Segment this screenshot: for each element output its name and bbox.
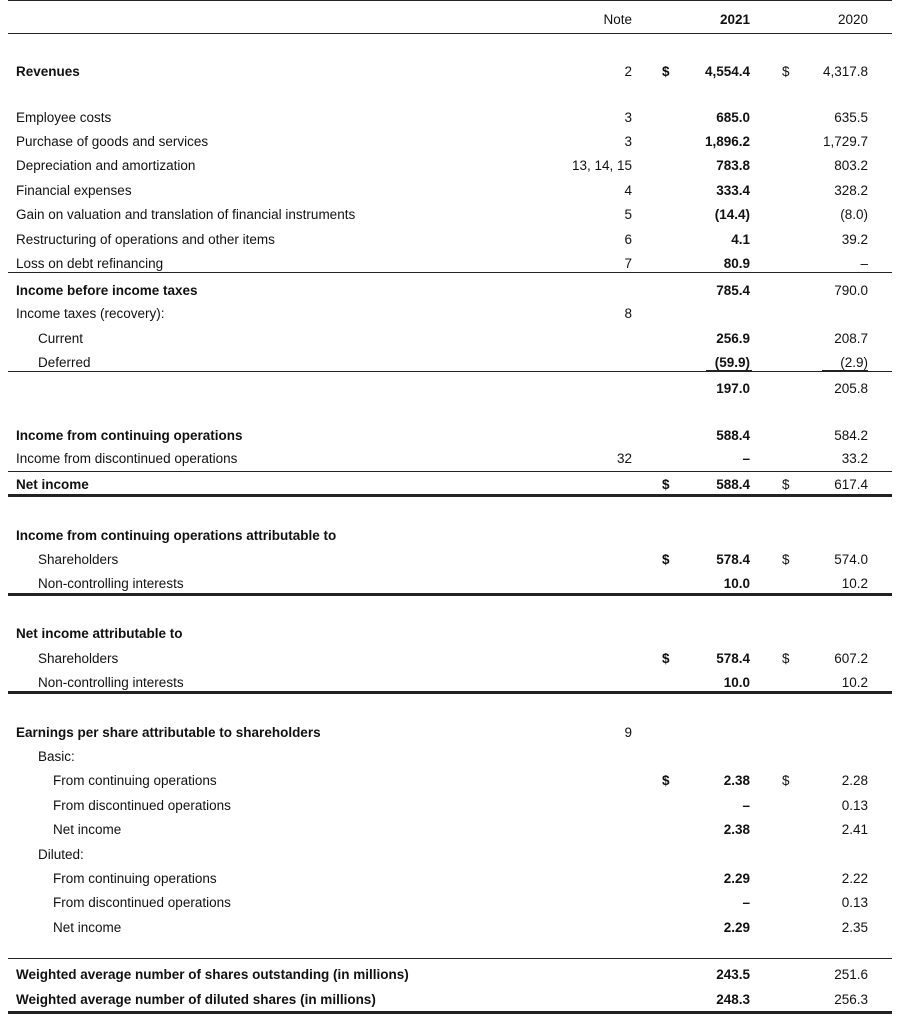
expense-label: Gain on valuation and translation of financial instruments [16, 207, 356, 222]
eps-diluted-disc-2021: – [742, 895, 750, 910]
eps-basic-cont-2020: 2.28 [841, 773, 868, 788]
net-attr-nci-label: Non-controlling interests [38, 675, 184, 690]
eps-basic-cont-dollar-2020: $ [782, 773, 790, 788]
expense-label: Purchase of goods and services [16, 134, 209, 149]
expense-2021: 333.4 [716, 183, 750, 198]
net-attr-shareholders-2021: 578.4 [716, 651, 750, 666]
discontinued-ops-2020: 33.2 [841, 451, 868, 466]
expense-2021: 1,896.2 [704, 134, 750, 149]
cont-attr-shareholders-label: Shareholders [38, 552, 119, 567]
cont-attr-nci-2021: 10.0 [723, 576, 750, 591]
header-rule [8, 33, 892, 34]
weighted-shares-label: Weighted average number of shares outstanding (in millions) [16, 967, 409, 982]
eps-diluted-disc-label: From discontinued operations [53, 895, 231, 910]
net-attr-shareholders-dollar-2020: $ [782, 651, 790, 666]
weighted-shares-2021: 243.5 [716, 967, 750, 982]
eps-basic-disc-label: From discontinued operations [53, 798, 231, 813]
income-before-taxes-2021: 785.4 [716, 283, 750, 298]
eps-note: 9 [624, 725, 632, 740]
note-column-header: Note [603, 12, 632, 27]
cont-attr-nci-label: Non-controlling interests [38, 576, 184, 591]
expense-label: Employee costs [16, 110, 112, 125]
weighted-diluted-shares-2020: 256.3 [834, 992, 868, 1007]
deferred-tax-label: Deferred [38, 355, 91, 370]
eps-basic-net-label: Net income [53, 822, 122, 837]
net-attr-shareholders-label: Shareholders [38, 651, 119, 666]
income-before-taxes-2020: 790.0 [834, 283, 868, 298]
eps-diluted-cont-label: From continuing operations [53, 871, 217, 886]
total-tax-2021: 197.0 [716, 381, 750, 396]
rule-after-net-income [8, 494, 892, 497]
cont-attr-nci-2020: 10.2 [841, 576, 868, 591]
eps-diluted-disc-2020: 0.13 [841, 895, 868, 910]
continuing-ops-2020: 584.2 [834, 428, 868, 443]
weighted-diluted-shares-2021: 248.3 [716, 992, 750, 1007]
expense-2020: 803.2 [834, 158, 868, 173]
eps-basic-label: Basic: [38, 749, 75, 764]
deferred-tax-2021: (59.9) [714, 355, 750, 370]
net-attr-shareholders-dollar-2021: $ [662, 651, 670, 666]
cont-attr-shareholders-2020: 574.0 [834, 552, 868, 567]
weighted-diluted-shares-label: Weighted average number of diluted shares (in millions) [16, 992, 376, 1007]
discontinued-ops-2021: – [742, 451, 750, 466]
eps-title: Earnings per share attributable to shareholders [16, 725, 321, 740]
continuing-ops-2021: 588.4 [716, 428, 750, 443]
net-income-dollar-2020: $ [782, 477, 790, 492]
expense-note: 7 [624, 256, 632, 271]
cont-attr-shareholders-2021: 578.4 [716, 552, 750, 567]
expense-label: Loss on debt refinancing [16, 256, 164, 271]
net-income-dollar-2021: $ [662, 477, 670, 492]
revenues-label: Revenues [16, 64, 80, 79]
eps-basic-cont-2021: 2.38 [723, 773, 750, 788]
eps-basic-net-2020: 2.41 [841, 822, 868, 837]
eps-basic-cont-label: From continuing operations [53, 773, 217, 788]
net-attr-nci-2021: 10.0 [723, 675, 750, 690]
net-attr-shareholders-2020: 607.2 [834, 651, 868, 666]
eps-basic-net-2021: 2.38 [723, 822, 750, 837]
net-attr-nci-2020: 10.2 [841, 675, 868, 690]
eps-diluted-net-2020: 2.35 [841, 920, 868, 935]
net-attr-title: Net income attributable to [16, 626, 183, 641]
continuing-ops-label: Income from continuing operations [16, 428, 243, 443]
expense-2021: 4.1 [731, 232, 750, 247]
weighted-shares-2020: 251.6 [834, 967, 868, 982]
expense-note: 13, 14, 15 [571, 158, 632, 173]
expense-2020: 328.2 [834, 183, 868, 198]
expense-2021: 685.0 [716, 110, 750, 125]
current-tax-2021: 256.9 [716, 331, 750, 346]
current-tax-2020: 208.7 [834, 331, 868, 346]
expense-note: 5 [624, 207, 632, 222]
expense-label: Restructuring of operations and other items [16, 232, 275, 247]
discontinued-ops-label: Income from discontinued operations [16, 451, 238, 466]
expense-2020: 1,729.7 [822, 134, 868, 149]
expense-label: Financial expenses [16, 183, 132, 198]
deferred-tax-2020: (2.9) [840, 355, 868, 370]
underline-deferred-2021 [706, 370, 752, 371]
revenues-dollar-2021: $ [662, 64, 670, 79]
eps-basic-disc-2021: – [742, 798, 750, 813]
eps-diluted-cont-2020: 2.22 [841, 871, 868, 886]
top-border [8, 0, 892, 1]
income-taxes-label: Income taxes (recovery): [16, 306, 165, 321]
revenues-2020: 4,317.8 [822, 64, 868, 79]
expense-label: Depreciation and amortization [16, 158, 196, 173]
expense-2021: 783.8 [716, 158, 750, 173]
expense-note: 4 [624, 183, 632, 198]
net-income-2021: 588.4 [716, 477, 750, 492]
eps-basic-cont-dollar-2021: $ [662, 773, 670, 788]
eps-diluted-net-2021: 2.29 [723, 920, 750, 935]
rule-before-net-income [8, 471, 892, 472]
year-2020-header: 2020 [837, 12, 868, 27]
net-income-2020: 617.4 [834, 477, 868, 492]
income-taxes-note: 8 [624, 306, 632, 321]
net-income-label: Net income [16, 477, 89, 492]
total-tax-2020: 205.8 [834, 381, 868, 396]
eps-diluted-net-label: Net income [53, 920, 122, 935]
eps-basic-disc-2020: 0.13 [841, 798, 868, 813]
rule-after-cont-attr [8, 593, 892, 596]
cont-attr-title: Income from continuing operations attributable to [16, 528, 337, 543]
underline-deferred-2020 [822, 370, 868, 371]
income-before-taxes-label: Income before income taxes [16, 283, 198, 298]
rule-before-subtotal [8, 272, 892, 273]
expense-2020: 39.2 [841, 232, 868, 247]
bottom-border [8, 1011, 892, 1014]
expense-note: 6 [624, 232, 632, 247]
discontinued-ops-note: 32 [616, 451, 632, 466]
revenues-note: 2 [624, 64, 632, 79]
rule-after-deferred [8, 371, 892, 372]
current-tax-label: Current [38, 331, 84, 346]
expense-note: 3 [624, 110, 632, 125]
expense-2020: 635.5 [834, 110, 868, 125]
year-2021-header: 2021 [719, 12, 750, 27]
expense-2021: (14.4) [714, 207, 750, 222]
eps-diluted-label: Diluted: [38, 847, 84, 862]
eps-diluted-cont-2021: 2.29 [723, 871, 750, 886]
rule-before-shares [8, 958, 892, 959]
cont-attr-shareholders-dollar-2020: $ [782, 552, 790, 567]
revenues-dollar-2020: $ [782, 64, 790, 79]
expense-2020: (8.0) [840, 207, 868, 222]
rule-after-net-attr [8, 691, 892, 694]
revenues-2021: 4,554.4 [704, 64, 750, 79]
expense-note: 3 [624, 134, 632, 149]
expense-2020: – [860, 256, 868, 271]
expense-2021: 80.9 [723, 256, 750, 271]
cont-attr-shareholders-dollar-2021: $ [662, 552, 670, 567]
